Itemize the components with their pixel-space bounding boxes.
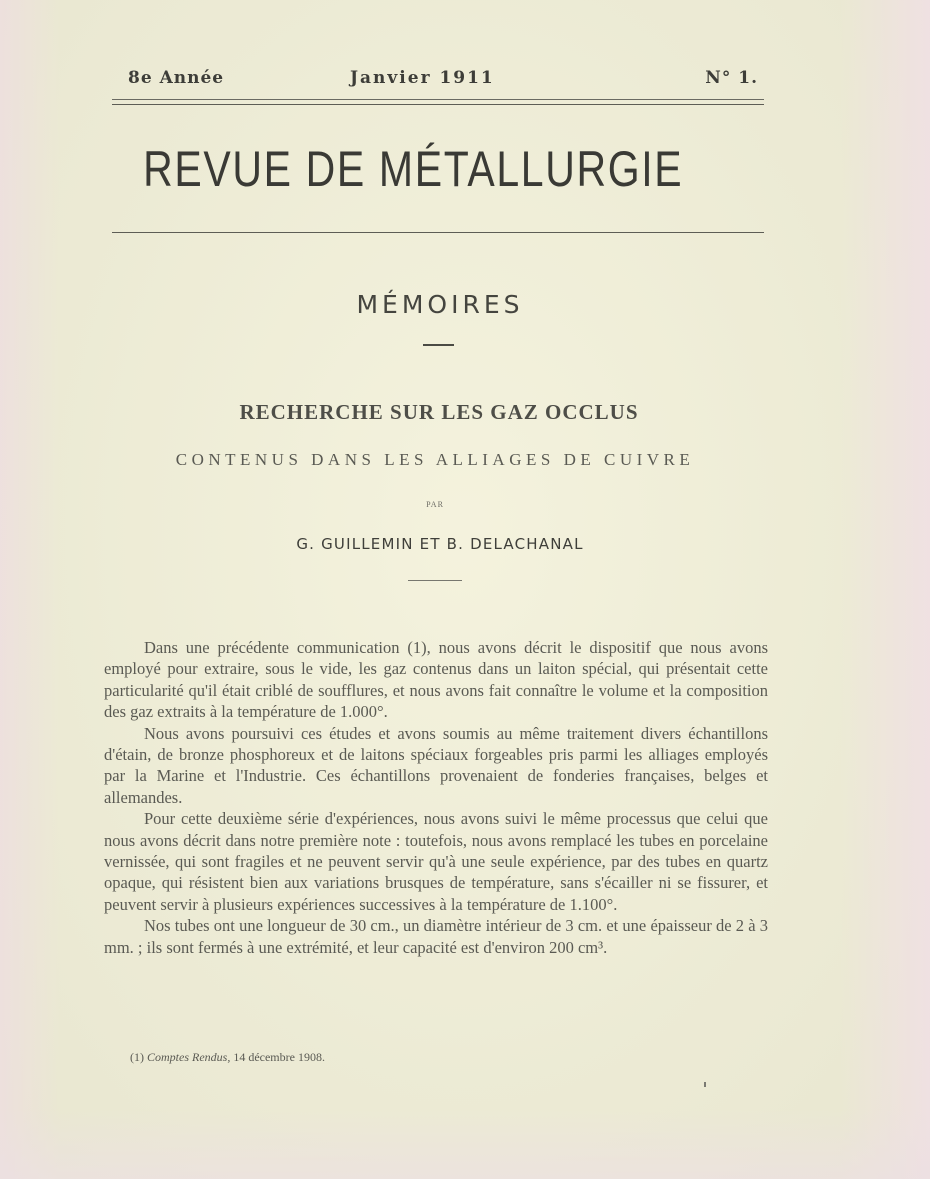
- scan-speck: [704, 1082, 706, 1087]
- body-paragraph: Dans une précédente communication (1), nous avons décrit le dispositif que nous avons employé pour extraire, sous le vide, les gaz contenus dans un laiton spécial, qui présentait cette particularité qu'il était criblé de soufflures, et nous avons fait connaître le volume et la composition des gaz extraits à la température de 1.000°.: [104, 638, 768, 722]
- title-rule: [112, 232, 764, 233]
- footnote-number: (1): [130, 1050, 144, 1064]
- authors-divider: [408, 580, 462, 581]
- scan-edge-right: [840, 0, 930, 1179]
- header-rule-thin: [112, 99, 764, 100]
- header-issue-number: N° 1.: [705, 68, 758, 88]
- body-paragraph: Nos tubes ont une longueur de 30 cm., un diamètre intérieur de 3 cm. et une épaisseur de 2 à 3 mm. ; ils sont fermés à une extrémité, et leur capacité est d'environ 200 cm³.: [104, 916, 768, 957]
- journal-title: REVUE DE MÉTALLURGIE: [143, 141, 684, 197]
- body-paragraph: Pour cette deuxième série d'expériences, nous avons suivi le même processus que celui que nous avons décrit dans notre première note : toutefois, nous avons remplacé les tubes en porcelaine vernissée, qui sont fragiles et ne peuvent servir qu'à une seule expérience, par des tubes en quartz opaque, qui résistent bien aux variations brusques de température, sans s'écailler ni se fissurer, et peuvent servir à plusieurs expériences successives à la température de 1.100°.: [104, 809, 768, 914]
- article-body: [104, 637, 768, 958]
- article-authors: G. GUILLEMIN ET B. DELACHANAL: [296, 535, 584, 553]
- footnote-date: 14 décembre 1908.: [233, 1050, 325, 1064]
- footnote: [130, 1050, 730, 1065]
- header-year: 8e Année: [128, 68, 225, 88]
- header-date: Janvier 1911: [350, 68, 495, 88]
- footnote-source: Comptes Rendus,: [147, 1050, 231, 1064]
- section-divider: [423, 344, 454, 346]
- scan-edge-bottom: [0, 1109, 930, 1179]
- article-subtitle: CONTENUS DANS LES ALLIAGES DE CUIVRE: [175, 450, 695, 469]
- section-title: MÉMOIRES: [356, 290, 524, 319]
- scan-edge-left: [0, 0, 60, 1179]
- article-title: RECHERCHE SUR LES GAZ OCCLUS: [239, 400, 639, 424]
- body-paragraph: Nous avons poursuivi ces études et avons soumis au même traitement divers échantillons d'étain, de bronze phosphoreux et de laitons spéciaux forgeables pris parmi les alliages employés par la Marine et l'Industrie. Ces échantillons provenaient de fonderies françaises, belges et allemandes.: [104, 723, 768, 807]
- header-rule-thick: [112, 104, 764, 105]
- byline-par: PAR: [426, 500, 444, 509]
- running-header: [112, 68, 764, 94]
